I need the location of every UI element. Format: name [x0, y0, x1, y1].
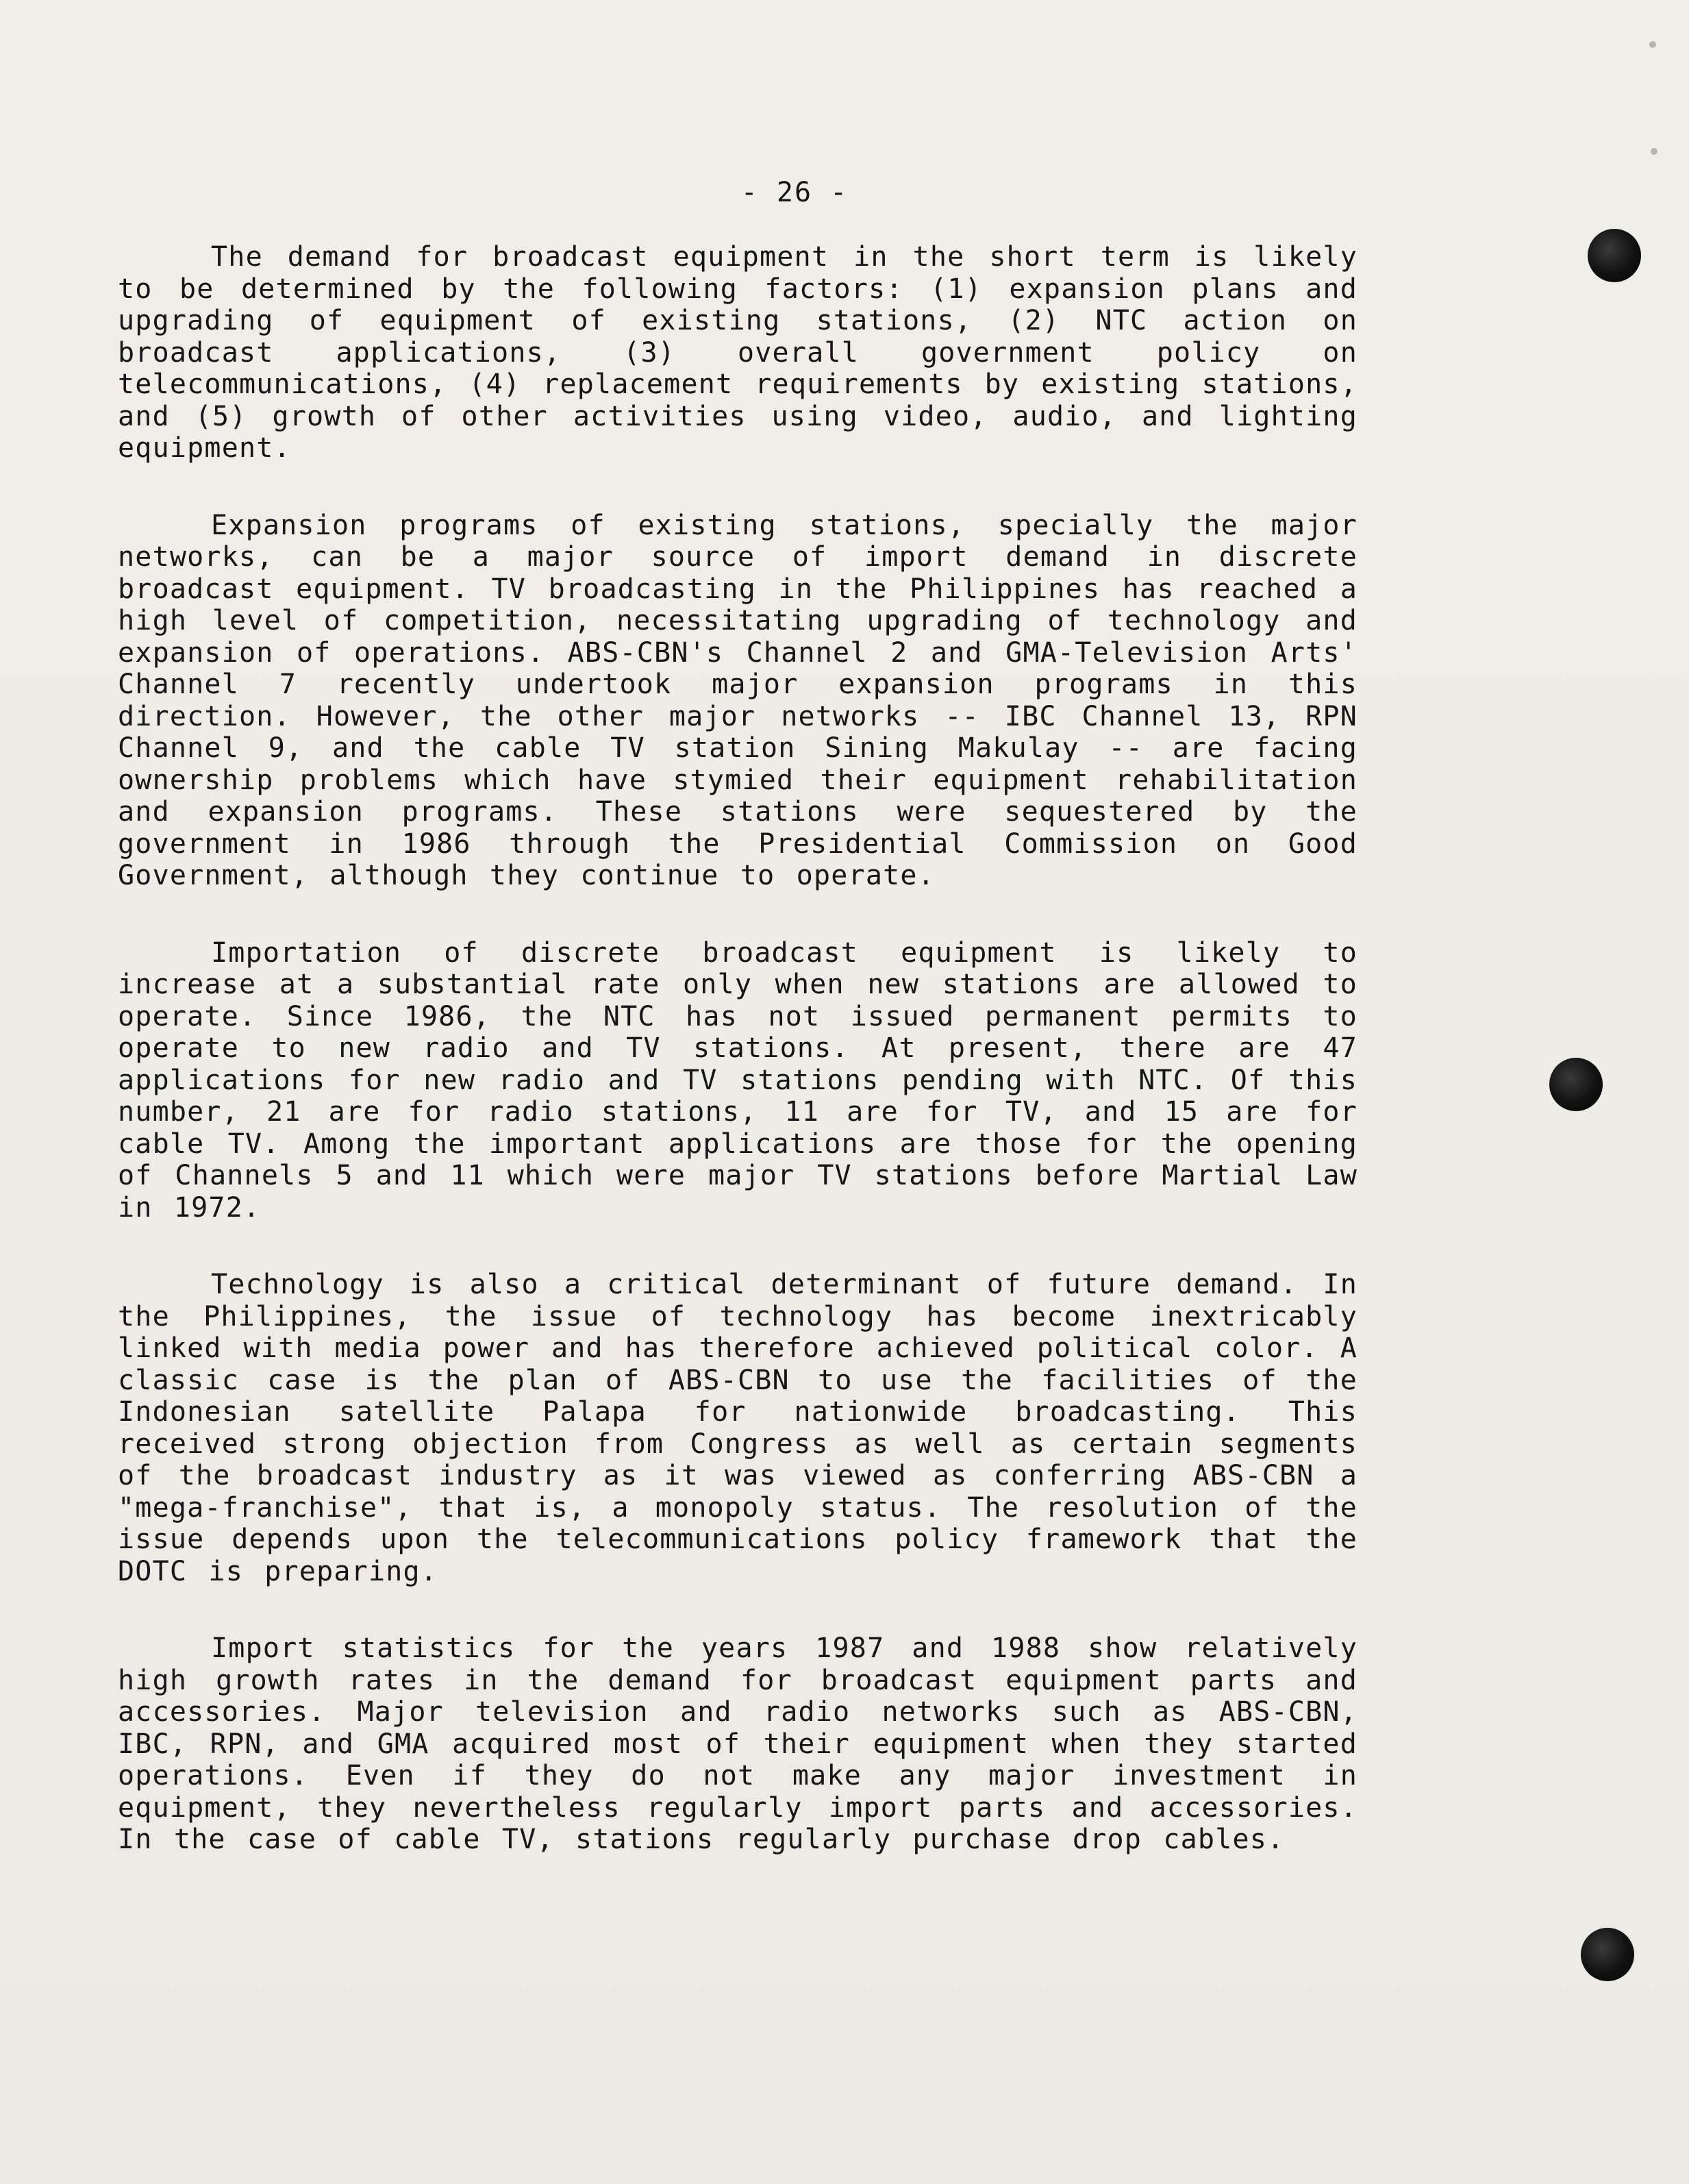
paragraph-technology: Technology is also a critical determinant of future demand. In the Philippines, the issue of technology has become inextricably linked with media power and has therefore achieved political color. A classic case is the plan of ABS-CBN to use the facilities of the Indonesian satellite Palapa for nationwide broadcasting. This received strong objection from Congress as well as certain segments of the broadcast industry as it was viewed as conferring ABS-CBN a "mega-franchise", that is, a monopoly status. The resolution of the issue depends upon the telecommunications policy framework that the DOTC is preparing.: [118, 1269, 1358, 1587]
paragraph-import-statistics: Import statistics for the years 1987 and 1988 show relatively high growth rates in the demand for broadcast equipment parts and accessories. Major television and radio networks such as ABS-CBN, IBC, RPN, and GMA acquired most of their equipment when they started operations. Even if they do not make any major investment in equipment, they nevertheless regularly import parts and accessories. In the case of cable TV, stations regularly purchase drop cables.: [118, 1633, 1358, 1855]
body-text: [118, 241, 1358, 1901]
paragraph-expansion-programs: Expansion programs of existing stations, specially the major networks, can be a major source of import demand in discrete broadcast equipment. TV broadcasting in the Philippines has reached a high level of competition, necessitating upgrading of technology and expansion of operations. ABS-CBN's Channel 2 and GMA-Television Arts' Channel 7 recently undertook major expansion programs in this direction. However, the other major networks -- IBC Channel 13, RPN Channel 9, and the cable TV station Sining Makulay -- are facing ownership problems which have stymied their equipment rehabilitation and expansion programs. These stations were sequestered by the government in 1986 through the Presidential Commission on Good Government, although they continue to operate.: [118, 509, 1358, 891]
paragraph-importation: Importation of discrete broadcast equipment is likely to increase at a substantial rate only when new stations are allowed to operate. Since 1986, the NTC has not issued permanent permits to operate to new radio and TV stations. At present, there are 47 applications for new radio and TV stations pending with NTC. Of this number, 21 are for radio stations, 11 are for TV, and 15 are for cable TV. Among the important applications are those for the opening of Channels 5 and 11 which were major TV stations before Martial Law in 1972.: [118, 936, 1358, 1224]
paper-speck: [1649, 41, 1656, 48]
paper-speck: [1651, 148, 1657, 155]
paragraph-demand-factors: The demand for broadcast equipment in the short term is likely to be determined by the following factors: (1) expansion plans and upgrading of equipment of existing stations, (2) NTC action on broadcast applications, (3) overall government policy on telecommunications, (4) replacement requirements by existing stations, and (5) growth of other activities using video, audio, and lighting equipment.: [118, 241, 1358, 464]
page-number: - 26 -: [740, 177, 849, 208]
punch-hole-middle: [1549, 1058, 1603, 1111]
punch-hole-top: [1588, 229, 1641, 282]
punch-hole-bottom: [1581, 1928, 1634, 1981]
